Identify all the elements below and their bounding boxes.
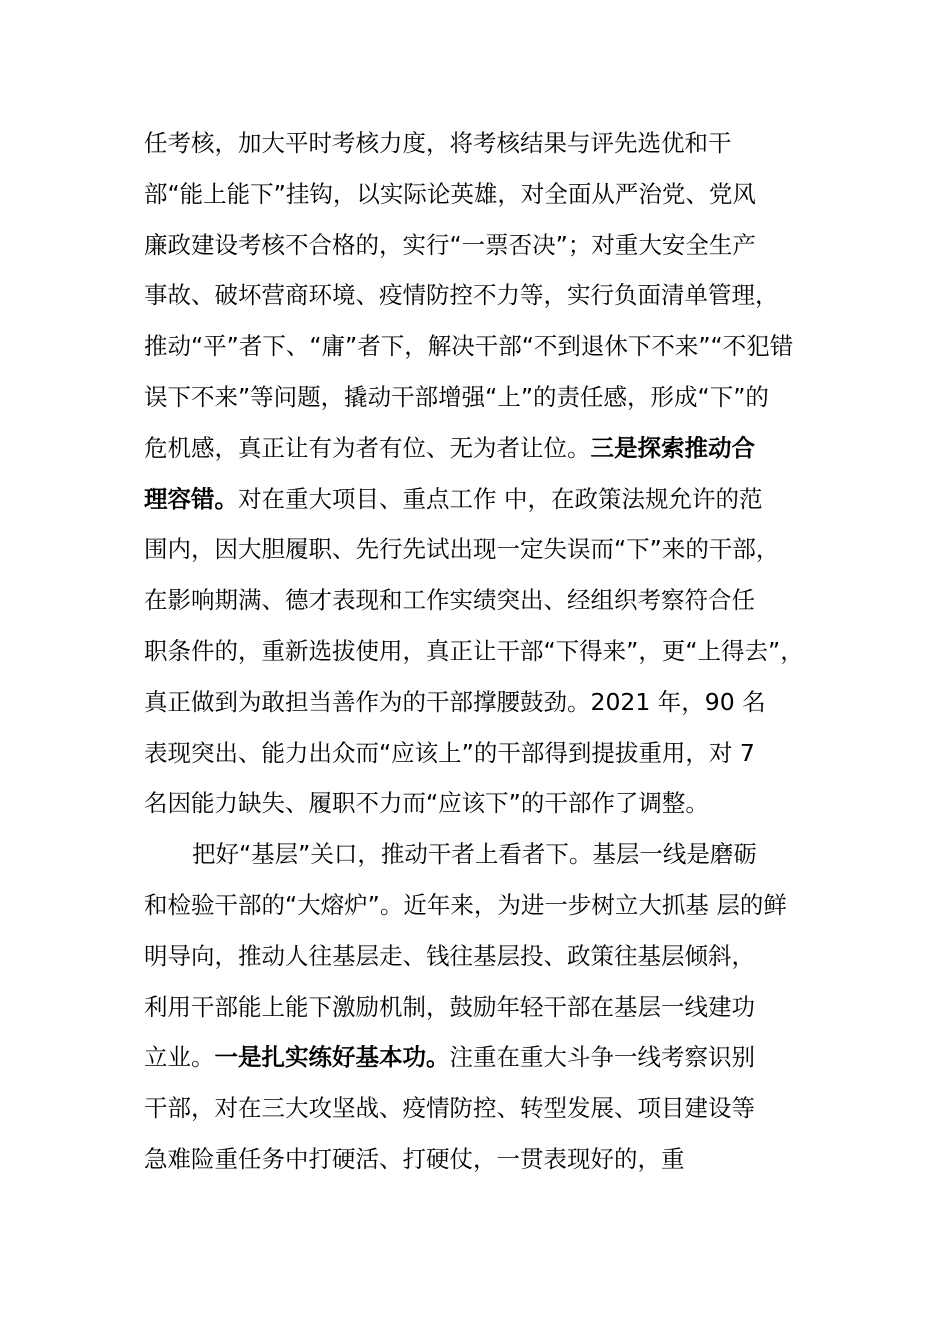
text-run: 真正做到为敢担当善作为的干部撑腰鼓劲。2021 年，90 名 xyxy=(144,687,766,716)
text-line xyxy=(144,677,844,728)
text-line xyxy=(144,1032,844,1083)
text-run: 廉政建设考核不合格的，实行“一票否决”；对重大安全生产 xyxy=(144,230,756,259)
text-line xyxy=(144,372,844,423)
text-run: 急难险重任务中打硬活、打硬仗，一贯表现好的，重 xyxy=(144,1144,685,1173)
text-line xyxy=(144,474,844,525)
text-line xyxy=(144,880,844,931)
text-run: 在影响期满、德才表现和工作实绩突出、经组织考察符合任 xyxy=(144,586,755,615)
text-line xyxy=(144,524,844,575)
text-run: 名因能力缺失、履职不力而“应该下”的干部作了调整。 xyxy=(144,789,709,818)
text-line xyxy=(144,982,844,1033)
text-run: 干部，对在三大攻坚战、疫情防控、转型发展、项目建设等 xyxy=(144,1094,755,1123)
text-run: 任考核，加大平时考核力度，将考核结果与评先选优和干 xyxy=(144,129,732,157)
bold-text-run: 一是扎实练好基本功。 xyxy=(214,1043,450,1072)
text-line xyxy=(144,169,844,220)
text-line xyxy=(144,321,844,372)
text-line xyxy=(144,423,844,474)
text-run: 误下不来”等问题，撬动干部增强“上”的责任感，形成“下”的 xyxy=(144,382,769,411)
text-line xyxy=(144,270,844,321)
text-run: 立业。 xyxy=(144,1043,215,1072)
text-run: 明导向，推动人往基层走、钱往基层投、政策往基层倾斜， xyxy=(144,941,755,970)
bold-text-run: 三是探索推动合 xyxy=(590,433,755,462)
text-run: 围内，因大胆履职、先行先试出现一定失误而“下”来的干部， xyxy=(144,535,780,564)
bold-text-run: 理容错。 xyxy=(144,484,238,513)
text-run: 职条件的，重新选拔使用，真正让干部“下得来”，更“上得去”， xyxy=(144,636,804,665)
text-line xyxy=(144,626,844,677)
text-line xyxy=(144,728,844,779)
text-run: 部“能上能下”挂钩，以实际论英雄，对全面从严治党、党风 xyxy=(144,179,756,208)
text-line xyxy=(144,931,844,982)
text-line xyxy=(144,778,844,829)
text-line xyxy=(144,220,844,271)
text-run: 和检验干部的“大熔炉”。近年来，为进一步树立大抓基 层的鲜 xyxy=(144,890,787,919)
text-line xyxy=(144,575,844,626)
text-run: 推动“平”者下、“庸”者下，解决干部“不到退休下不来”“不犯错 xyxy=(144,332,794,361)
body-text xyxy=(144,118,844,1185)
text-run: 表现突出、能力出众而“应该上”的干部得到提拔重用，对 7 xyxy=(144,738,755,767)
text-run: 注重在重大斗争一线考察识别 xyxy=(449,1043,755,1072)
text-run: 利用干部能上能下激励机制，鼓励年轻干部在基层一线建功 xyxy=(144,992,755,1021)
text-run: 危机感，真正让有为者有位、无为者让位。 xyxy=(144,433,591,462)
text-line xyxy=(144,1134,844,1185)
text-line xyxy=(144,1083,844,1134)
text-run: 把好“基层”关口，推动干者上看者下。基层一线是磨砺 xyxy=(192,840,757,869)
text-line xyxy=(144,829,844,880)
text-run: 对在重大项目、重点工作 中，在政策法规允许的范 xyxy=(238,484,763,513)
text-line xyxy=(144,118,844,169)
text-run: 事故、破坏营商环境、疫情防控不力等，实行负面清单管理， xyxy=(144,281,779,310)
